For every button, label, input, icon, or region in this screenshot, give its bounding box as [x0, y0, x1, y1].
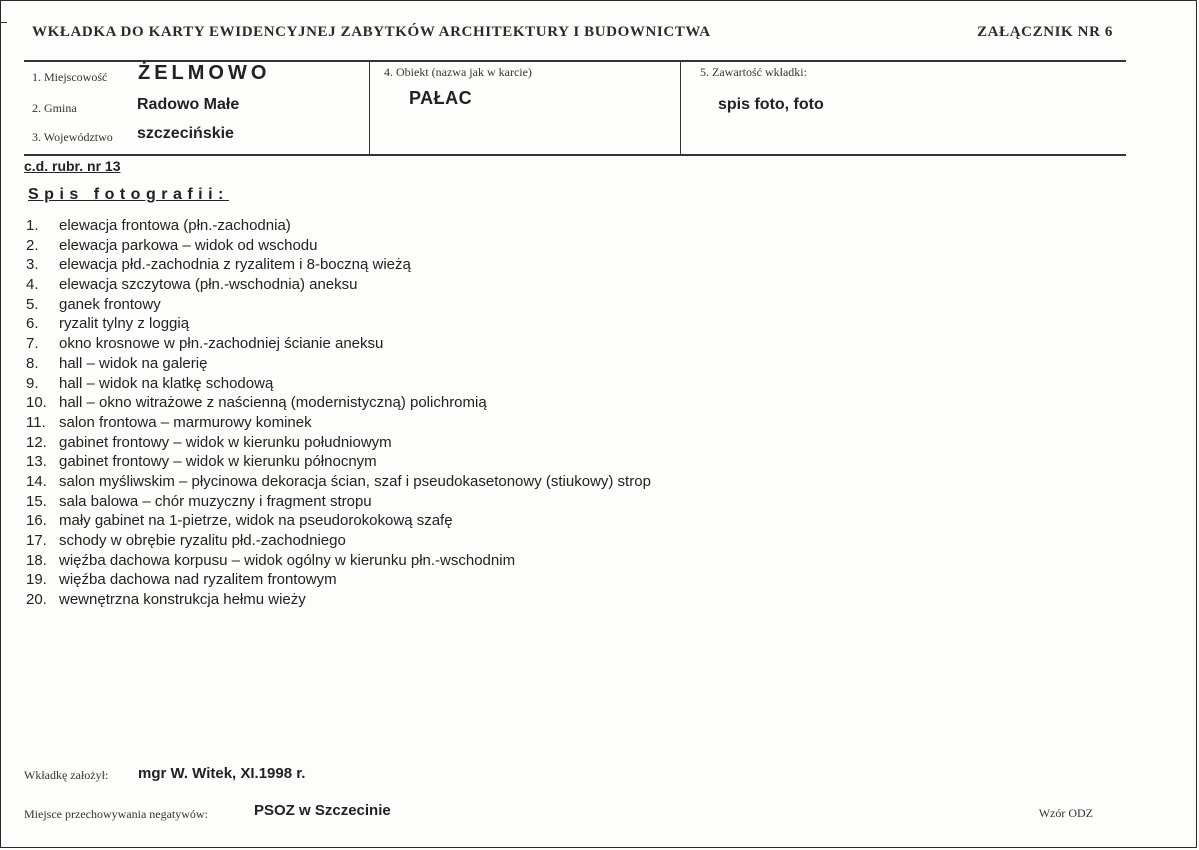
photo-list-heading: Spis fotografii:	[28, 186, 229, 203]
photo-list-item	[26, 334, 651, 354]
photo-description: schody w obrębie ryzalitu płd.-zachodniego	[59, 532, 346, 549]
photo-description: salon myśliwskim – płycinowa dekoracja ścian, szaf i pseudokasetonowy (stiukowy) strop	[59, 472, 651, 490]
photo-description: salon frontowa – marmurowy kominek	[59, 413, 312, 431]
photo-list-item	[26, 236, 651, 256]
photo-description: hall – widok na galerię	[59, 354, 208, 372]
photo-description: więźba dachowa korpusu – widok ogólny w kierunku płn.-wschodnim	[59, 551, 516, 569]
photo-description: elewacja szczytowa (płn.-wschodnia) aneksu	[59, 276, 358, 294]
photo-list-item	[26, 295, 651, 315]
photo-number: 1.	[26, 217, 39, 234]
photo-number: 8.	[26, 354, 39, 372]
photo-description: elewacja płd.-zachodnia z ryzalitem i 8-boczną wieżą	[59, 256, 411, 274]
column-divider	[680, 62, 681, 154]
photo-number: 13.	[26, 453, 47, 471]
photo-list-item	[26, 354, 651, 374]
storage-value: PSOZ w Szczecinie	[254, 802, 391, 819]
photo-list-item	[26, 275, 651, 295]
photo-number: 19.	[26, 571, 47, 589]
commune-label: 2. Gmina	[32, 101, 77, 115]
photo-list-item	[26, 531, 651, 551]
photo-number: 18.	[26, 551, 47, 569]
corner-mark	[0, 22, 7, 23]
card-title: WKŁADKA DO KARTY EWIDENCYJNEJ ZABYTKÓW ARCHITEKTURY I BUDOWNICTWA	[32, 24, 711, 40]
photo-description: więźba dachowa nad ryzalitem frontowym	[59, 571, 337, 589]
photo-number: 15.	[26, 492, 47, 510]
author-label: Wkładkę założył:	[24, 768, 109, 782]
photo-number: 20.	[26, 591, 47, 609]
photo-description: elewacja frontowa (płn.-zachodnia)	[59, 217, 291, 234]
photo-list-item	[26, 551, 651, 571]
template-label: Wzór ODZ	[1038, 806, 1093, 820]
photo-list-item	[26, 374, 651, 394]
photo-list-item	[26, 413, 651, 433]
province-value: szczecińskie	[137, 125, 234, 142]
photo-number: 12.	[26, 433, 47, 451]
photo-number: 14.	[26, 472, 47, 490]
photo-list-item	[26, 570, 651, 590]
photo-number: 6.	[26, 315, 39, 333]
object-value: PAŁAC	[409, 88, 473, 108]
photo-list-item	[26, 255, 651, 275]
photo-number: 16.	[26, 512, 47, 530]
contents-label: 5. Zawartość wkładki:	[700, 65, 807, 79]
photo-number: 7.	[26, 335, 39, 353]
province-label: 3. Województwo	[32, 130, 113, 144]
photo-description: okno krosnowe w płn.-zachodniej ścianie aneksu	[59, 335, 384, 353]
locality-value: ŻELMOWO	[138, 62, 271, 84]
photo-description: ryzalit tylny z loggią	[59, 315, 190, 333]
photo-list-item	[26, 393, 651, 413]
photo-list-item	[26, 492, 651, 512]
author-value: mgr W. Witek, XI.1998 r.	[138, 765, 306, 782]
photo-list-item	[26, 511, 651, 531]
photo-list-item	[26, 452, 651, 472]
photo-list-item	[26, 314, 651, 334]
photo-number: 2.	[26, 236, 39, 254]
photo-list-item	[26, 433, 651, 453]
photo-list-item	[26, 472, 651, 492]
photo-list-item	[26, 216, 651, 236]
photo-description: gabinet frontowy – widok w kierunku południowym	[59, 433, 392, 451]
photo-description: elewacja parkowa – widok od wschodu	[59, 236, 318, 254]
photo-description: sala balowa – chór muzyczny i fragment stropu	[59, 492, 372, 510]
locality-label: 1. Miejscowość	[32, 70, 108, 84]
storage-label: Miejsce przechowywania negatywów:	[24, 807, 208, 821]
photo-description: hall – okno witrażowe z naścienną (modernistyczną) polichromią	[59, 394, 487, 412]
photo-description: gabinet frontowy – widok w kierunku północnym	[59, 453, 377, 471]
photo-number: 5.	[26, 295, 39, 313]
photo-number: 4.	[26, 276, 39, 294]
photo-number: 9.	[26, 374, 39, 392]
photo-description: wewnętrzna konstrukcja hełmu wieży	[59, 591, 306, 609]
commune-value: Radowo Małe	[137, 96, 240, 113]
column-divider	[369, 62, 370, 154]
continuation-note: c.d. rubr. nr 13	[24, 158, 121, 174]
photo-description: mały gabinet na 1-pietrze, widok na pseudorokokową szafę	[59, 512, 453, 530]
photo-number: 17.	[26, 532, 47, 549]
object-label: 4. Obiekt (nazwa jak w karcie)	[384, 65, 532, 79]
info-table	[24, 60, 1126, 156]
photo-description: hall – widok na klatkę schodową	[59, 374, 274, 392]
contents-value: spis foto, foto	[718, 96, 824, 113]
photo-description: ganek frontowy	[59, 295, 161, 313]
photo-number: 10.	[26, 394, 47, 412]
annex-number: ZAŁĄCZNIK NR 6	[977, 24, 1113, 40]
photo-list-item	[26, 590, 651, 610]
photo-list	[26, 216, 651, 610]
photo-number: 3.	[26, 256, 39, 274]
photo-number: 11.	[26, 413, 46, 431]
